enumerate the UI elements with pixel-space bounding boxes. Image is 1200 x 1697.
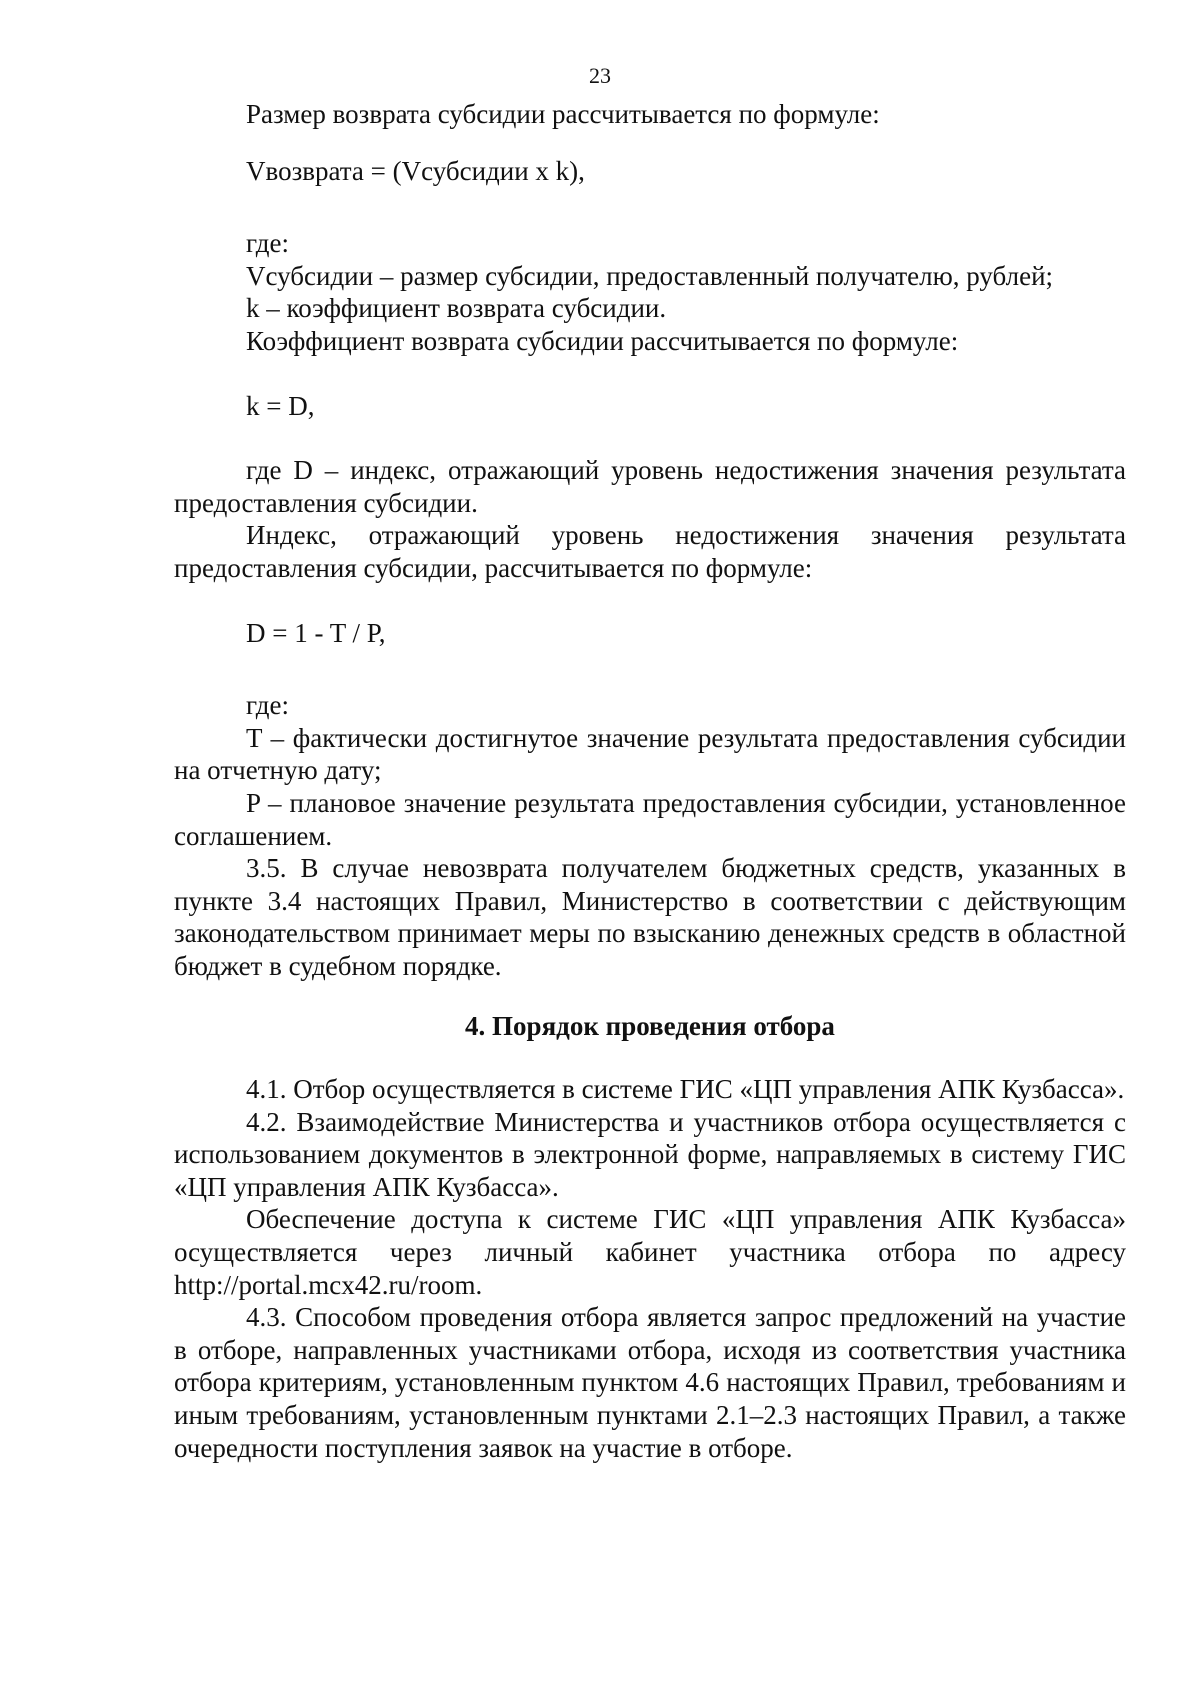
document-body [174,98,1126,1464]
formula-k: k = D, [246,390,315,421]
where-label: где: [246,228,289,259]
formula-d: D = 1 - T / P, [246,617,386,648]
definition-v-subsidy: Vсубсидии – размер субсидии, предоставленный получателю, рублей; [246,260,1054,291]
formula-refund: Vвозврата = (Vсубсидии x k), [246,155,585,186]
paragraph-index: Индекс, отражающий уровень недостижения значения результата предоставления субсидии, рассчитывается по формуле: [174,520,1126,583]
section-4-heading: 4. Порядок проведения отбора [465,1011,835,1042]
paragraph-formula-intro: Размер возврата субсидии рассчитывается по формуле: [246,99,880,129]
paragraph-3-5: 3.5. В случае невозврата получателем бюджетных средств, указанных в пункте 3.4 настоящих Правил, Министерство в соответствии с действующим законодательством принимает меры по взысканию денежных средств в областной бюджет в судебном порядке. [174,853,1126,981]
paragraph-4-2: 4.2. Взаимодействие Министерства и участников отбора осуществляется с использованием документов в электронной форме, направляемых в систему ГИС «ЦП управления АПК Кузбасса». [174,1106,1126,1202]
paragraph-4-3: 4.3. Способом проведения отбора является запрос предложений на участие в отборе, направленных участниками отбора, исходя из соответствия участника отбора критериям, установленным пунктом 4.6 настоящих Правил, требованиям и иным требованиям, установленным пунктами 2.1–2.3 настоящих Правил, а также очередности поступления заявок на участие в отборе. [174,1302,1126,1463]
paragraph-coefficient: Коэффициент возврата субсидии рассчитывается по формуле: [246,325,959,356]
definition-p: P – плановое значение результата предоставления субсидии, установленное соглашением. [174,787,1126,851]
definition-t: T – фактически достигнутое значение результата предоставления субсидии на отчетную дату; [174,722,1126,786]
paragraph-4-1: 4.1. Отбор осуществляется в системе ГИС «ЦП управления АПК Кузбасса». [246,1074,1125,1105]
paragraph-access: Обеспечение доступа к системе ГИС «ЦП управления АПК Кузбасса» осуществляется через личный кабинет участника отбора по адресу http://portal.mcx42.ru/room. [174,1204,1126,1300]
where-label-2: где: [246,690,289,721]
definition-d: где D – индекс, отражающий уровень недостижения значения результата предоставления субсидии. [174,455,1126,518]
definition-k: k – коэффициент возврата субсидии. [246,293,667,324]
page-number: 23 [589,63,611,88]
